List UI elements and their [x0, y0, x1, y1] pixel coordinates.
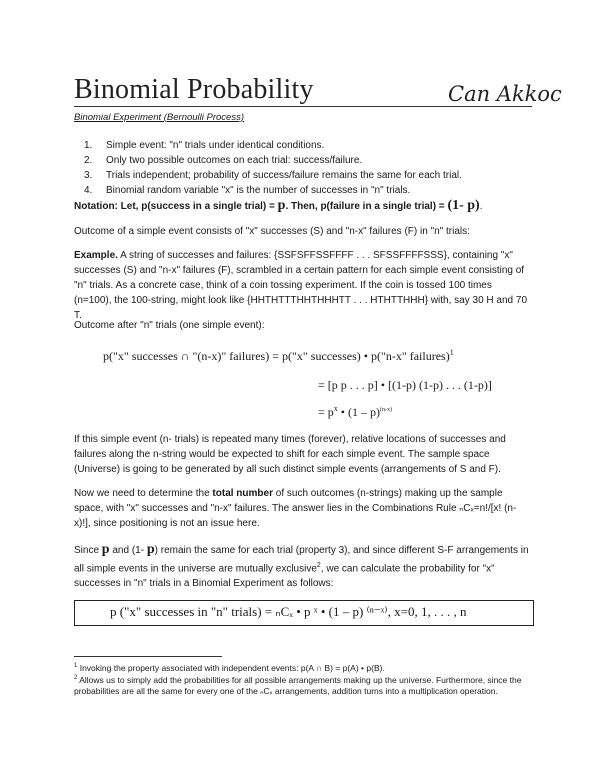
footnote-2-num: 2 [74, 675, 78, 681]
footnote-1-num: 1 [74, 663, 78, 669]
section-subtitle: Binomial Experiment (Bernoulli Process) [74, 112, 245, 123]
list-number: 1. [84, 140, 93, 151]
notation-label: Notation: Let, p(success in a single trial) = [74, 201, 278, 212]
footnote-2 [74, 673, 532, 698]
example-paragraph [74, 248, 532, 323]
list-text: Trials independent; probability of success/failure remains the same for each trial. [106, 170, 462, 181]
since-pre: Since [74, 545, 102, 556]
notation-mid: . Then, p(failure in a single trial) = [285, 201, 448, 212]
list-item [74, 168, 462, 183]
binomial-formula: p ("x" successes in "n" trials) = ₙCₓ • p ˣ • (1 – p) ⁽ⁿ⁻ˣ⁾, x=0, 1, . . . , n [110, 604, 467, 619]
outcome-after-paragraph: Outcome after "n" trials (one simple event): [74, 320, 265, 331]
equation-line-1-text: p("x" successes ∩ "(n-x)" failures) = p("x" successes) • p("n-x" failures) [103, 349, 450, 363]
example-label: Example. [74, 250, 118, 261]
total-bold: total number [212, 488, 273, 499]
example-text: A string of successes and failures: {SSFSFFSSFFFF . . . SFSSFFFFSSS}, containing "x" successes (S) and "n-x" failures (F), scrambled in a certain pattern for each simple event consisting of "n" trials. As a concrete case, think of a coin tossing experiment. If the coin is tossed 100 times (n=100), the 100-string, might look like {HHTHTTTHHTHHHTT . . . HTHTTHHH} with, say 30 H and 70 T. [74, 250, 528, 321]
notation-paragraph [74, 198, 532, 214]
since-sup: 2 [316, 562, 321, 569]
list-text: Binomial random variable "x" is the number of successes in "n" trials. [106, 185, 411, 196]
author-signature: Can Akkoc [448, 82, 562, 106]
equation-line-3 [318, 404, 392, 420]
list-number: 2. [84, 155, 93, 166]
notation-q: (1- p) [447, 198, 480, 213]
total-post: of such outcomes (n-strings) making up the sample space, with "x" successes and "n-x" failures. The answer lies in the Combinations Rule ₙCₓ=n!/[x! (n-x)!], since positioning is not an issue here. [74, 488, 517, 529]
since-post: ) remain the same for each trial (property 3), and since different S-F arrangements in all simple events in the universe are mutually exclusive [74, 545, 529, 575]
title-rule [74, 106, 532, 107]
list-item [74, 138, 462, 153]
total-pre: Now we need to determine the [74, 488, 213, 499]
list-item [74, 153, 462, 168]
equation-line-1 [103, 348, 454, 364]
since-paragraph [74, 542, 532, 591]
footnote-1-text: Invoking the property associated with independent events: p(A ∩ B) = p(A) • p(B). [77, 662, 385, 673]
footnote-2-text: Allows us to simply add the probabilities for all possible arrangements making up the universe. Furthermore, since the probabilities are all the same for every one of the ₙCₓ arrangements, addition turns into a multiplication operation. [74, 674, 522, 697]
since-p: p [101, 542, 110, 557]
list-item [74, 183, 462, 198]
list-number: 4. [84, 185, 93, 196]
outcome-paragraph: Outcome of a simple event consists of "x" successes (S) and "n-x" failures (F) in "n" trials: [74, 226, 470, 237]
equation-line-3-mid: • (1 – p) [337, 405, 380, 419]
notation-end: . [479, 201, 483, 212]
since-mid: and (1- [109, 545, 147, 556]
equation-line-2: = [p p . . . p] • [(1-p) (1-p) . . . (1-p)] [318, 378, 492, 392]
since-p2: p [146, 542, 155, 557]
total-paragraph [74, 486, 532, 531]
since-end: , we can calculate the probability for "x" successes in "n" trials in a Binomial Experiment as follows: [74, 563, 495, 590]
equation-line-3-text: = p [318, 405, 334, 419]
footnote-rule [74, 656, 222, 657]
equation-sup-nx: (n-x) [379, 407, 392, 413]
properties-list [74, 138, 462, 198]
list-text: Simple event: "n" trials under identical conditions. [106, 140, 325, 151]
equation-line-1-sup: 1 [449, 348, 454, 357]
list-text: Only two possible outcomes on each trial: success/failure. [106, 155, 363, 166]
list-number: 3. [84, 170, 93, 181]
notation-p: p [277, 198, 286, 213]
repeat-paragraph: If this simple event (n- trials) is repeated many times (forever), relative locations of successes and failures along the n-string would be expected to shift for each simple event. The sample space (Universe) is going to be generated by all such distinct simple events (arrangements of S and F). [74, 434, 506, 475]
page-title: Binomial Probability [74, 74, 314, 105]
equation-sup-x: x [333, 404, 338, 413]
